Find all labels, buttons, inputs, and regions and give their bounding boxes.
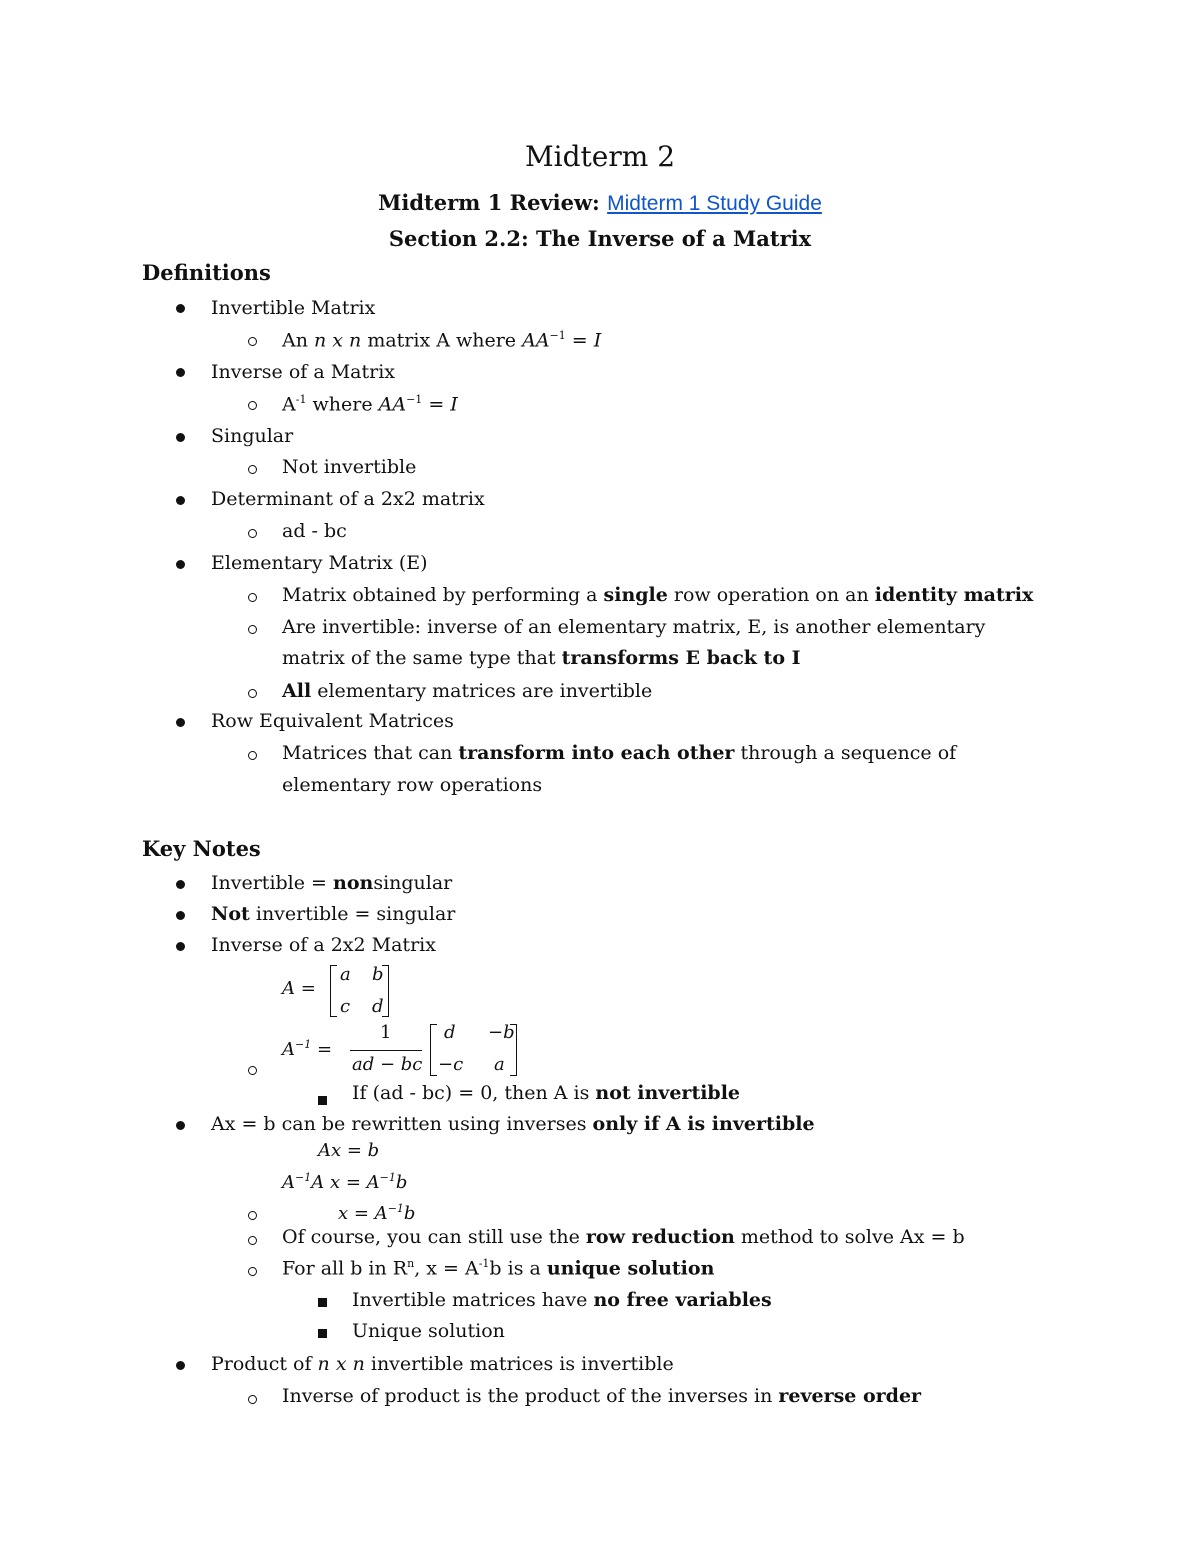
- note-ax-b: Ax = b can be rewritten using inverses only if A is invertible: [211, 1113, 815, 1135]
- note-inverse-2x2: Inverse of a 2x2 Matrix: [211, 934, 436, 956]
- note-unique-solution: For all b in $R^n$, $x = A^{-1}b$ is a unique solution: [282, 1257, 715, 1280]
- bullet-circle-icon: [248, 745, 257, 764]
- note-row-reduction: Of course, you can still use the row reduction method to solve Ax = b: [282, 1226, 965, 1248]
- bullet-circle-icon: [248, 1261, 257, 1280]
- def-inverse: Inverse of a Matrix: [211, 361, 396, 383]
- def-elementary: Elementary Matrix (E): [211, 552, 428, 574]
- bullet-circle-icon: [248, 1230, 257, 1249]
- note-unique: Unique solution: [352, 1320, 505, 1342]
- bullet-circle-icon: [248, 1060, 257, 1079]
- note-no-free-variables: Invertible matrices have no free variables: [352, 1289, 772, 1311]
- bullet-circle-icon: [248, 1205, 257, 1224]
- def-elementary-detail-2b: matrix of the same type that transforms E back to I: [282, 647, 801, 669]
- review-line: [0, 190, 1200, 216]
- def-row-equivalent-detail-a: Matrices that can transform into each other through a sequence of: [282, 742, 957, 764]
- bullet-circle-icon: [248, 395, 257, 414]
- def-row-equivalent: Row Equivalent Matrices: [211, 710, 454, 732]
- note-not-invertible: Not invertible = singular: [211, 903, 456, 925]
- bullet-disc-icon: [176, 366, 185, 380]
- study-guide-link[interactable]: Midterm 1 Study Guide: [607, 192, 822, 215]
- def-determinant-detail: ad - bc: [282, 520, 347, 542]
- bullet-disc-icon: [176, 558, 185, 572]
- definitions-heading: Definitions: [142, 260, 271, 285]
- review-label: Midterm 1 Review:: [378, 190, 600, 215]
- note-det-zero: If (ad - bc) = 0, then A is not invertible: [352, 1082, 741, 1104]
- key-notes-heading: Key Notes: [142, 836, 261, 861]
- bullet-circle-icon: [248, 619, 257, 638]
- bullet-square-icon: [318, 1296, 327, 1310]
- page-title: Midterm 2: [524, 140, 676, 173]
- bullet-circle-icon: [248, 331, 257, 350]
- def-invertible: Invertible Matrix: [211, 297, 376, 319]
- bullet-disc-icon: [176, 940, 185, 954]
- bullet-disc-icon: [176, 494, 185, 508]
- bullet-circle-icon: [248, 683, 257, 702]
- bullet-disc-icon: [176, 431, 185, 445]
- def-singular-detail: Not invertible: [282, 456, 417, 478]
- bullet-square-icon: [318, 1327, 327, 1341]
- def-elementary-detail-2a: Are invertible: inverse of an elementary matrix, E, is another elementary: [282, 616, 986, 638]
- def-determinant: Determinant of a 2x2 matrix: [211, 488, 485, 510]
- note-invertible-nonsingular: Invertible = nonsingular: [211, 872, 453, 894]
- bullet-square-icon: [318, 1094, 327, 1108]
- note-product: Product of n x n invertible matrices is invertible: [211, 1353, 674, 1375]
- document-page: Midterm 2 Midterm 1 Review: Midterm 1 Study Guide Section 2.2: The Inverse of a Matrix Definitions Invertible Matrix An n x n matrix A where $AA^{-1} = I$ Inverse of a Matrix $A^{-1}$ where $AA^{-1} = I$ Singular Not invertible Determinant of a 2x2 matrix ad - bc Elementary Matrix (E) Matrix obtained by performing a single row operation on an identity matrix Are invertible: inverse of an elementary matrix, E, is another elementary matrix of the same type that transforms E back to I All elementary matrices are invertible Row Equivalent Matrices Matrices that can transform into each other through a sequence of elementary row operations Key Notes Invertible = nonsingular Not invertible = singular Inverse of a 2x2 Matrix A = a b c d $A^{-1}$ = 1 ad − bc d −b −c a If (ad - bc) = 0, then A is not invertible Ax = b can be rewritten using inverses only if A is invertible Ax = b $A^{-1}A$ $x = A^{-1}b$ $x = A^{-1}b$ Of course, you can still use the row reduction method to solve Ax = b For all b in $R^n$, $x = A^{-1}b$ is a unique solution Invertible matrices have no free variables Unique solution Product of n x n invertible matrices is invertible Inverse of product is the product of the inverses in reverse order: [0, 0, 1200, 1553]
- bullet-disc-icon: [176, 878, 185, 892]
- bullet-circle-icon: [248, 523, 257, 542]
- bullet-disc-icon: [176, 1359, 185, 1373]
- bullet-circle-icon: [248, 459, 257, 478]
- bullet-disc-icon: [176, 1119, 185, 1133]
- def-inverse-detail: $A^{-1}$ where $AA^{-1} = I$: [282, 393, 458, 416]
- section-heading: Section 2.2: The Inverse of a Matrix: [388, 226, 812, 251]
- def-invertible-detail: An n x n matrix A where $AA^{-1} = I$: [282, 329, 602, 352]
- bullet-disc-icon: [176, 909, 185, 923]
- def-singular: Singular: [211, 425, 294, 447]
- def-elementary-detail-3: All elementary matrices are invertible: [282, 680, 653, 702]
- bullet-disc-icon: [176, 716, 185, 730]
- def-elementary-detail-1: Matrix obtained by performing a single row operation on an identity matrix: [282, 584, 1034, 606]
- def-row-equivalent-detail-b: elementary row operations: [282, 774, 543, 796]
- bullet-circle-icon: [248, 587, 257, 606]
- bullet-circle-icon: [248, 1389, 257, 1408]
- note-reverse-order: Inverse of product is the product of the inverses in reverse order: [282, 1385, 922, 1407]
- bullet-disc-icon: [176, 302, 185, 316]
